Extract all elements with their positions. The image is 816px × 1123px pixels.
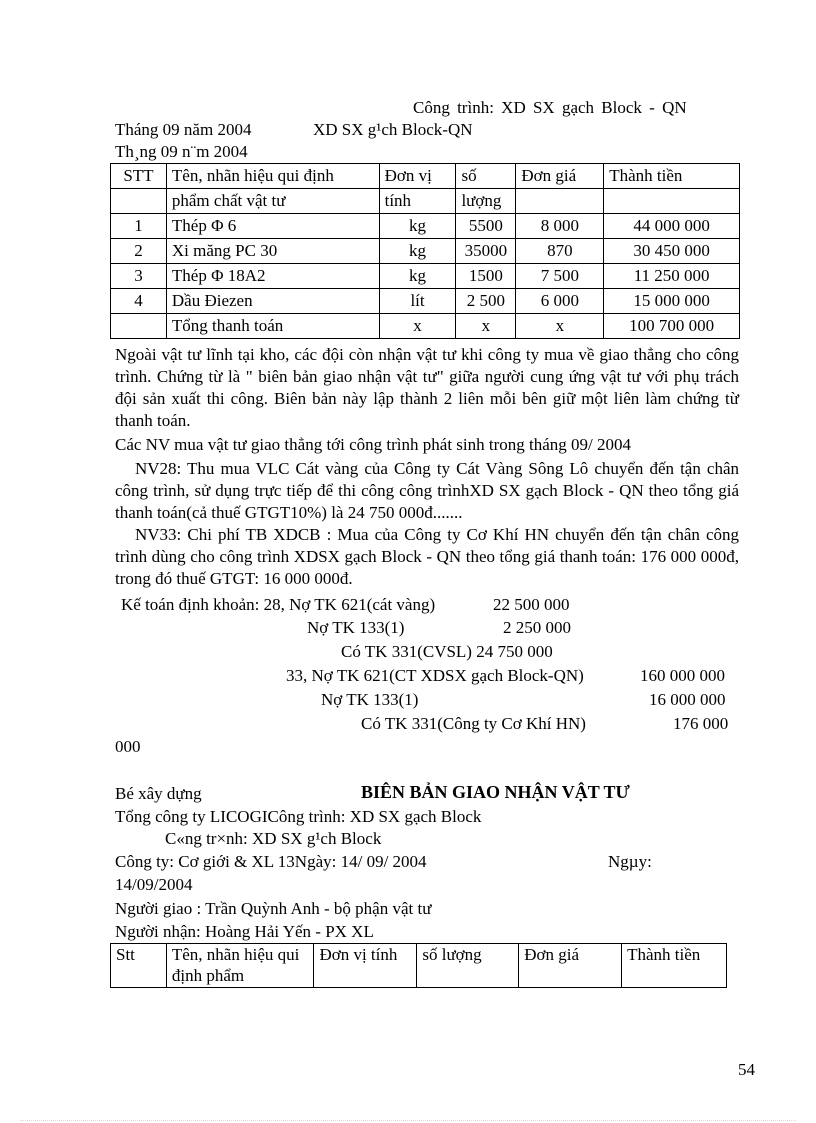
price-cell: 870	[516, 239, 604, 264]
price-cell: 7 500	[516, 264, 604, 289]
amount-cell: 11 250 000	[604, 264, 740, 289]
entry-33-debit-621-amount: 160 000 000	[640, 666, 725, 685]
price-cell: x	[516, 314, 604, 339]
header-cell	[516, 189, 604, 214]
stt-cell: 4	[111, 289, 167, 314]
stt-cell: 2	[111, 239, 167, 264]
stt-cell: 3	[111, 264, 167, 289]
header-cell: STT	[111, 164, 167, 189]
entry-33-credit-331: Có TK 331(Công ty Cơ Khí HN)	[361, 714, 586, 733]
total-row	[111, 314, 740, 339]
header-cell: Đơn vị tính	[314, 944, 417, 988]
qty-cell: 5500	[456, 214, 516, 239]
header-cell	[111, 189, 167, 214]
header-cell: Tên, nhãn hiệu qui định	[166, 164, 379, 189]
table-row	[111, 239, 740, 264]
entry-28-debit-133-amount: 2 250 000	[503, 618, 571, 637]
unit-cell: x	[379, 314, 456, 339]
price-cell: 8 000	[516, 214, 604, 239]
qty-cell: 35000	[456, 239, 516, 264]
header-cell: số	[456, 164, 516, 189]
header-cell: Đơn vị	[379, 164, 456, 189]
table-row	[111, 214, 740, 239]
unit-cell: kg	[379, 214, 456, 239]
entry-33-credit-331-amount-cont: 000	[115, 737, 141, 756]
entry-28-debit-621: Kế toán định khoản: 28, Nợ TK 621(cát vàng)	[121, 595, 436, 614]
unit-cell: kg	[379, 239, 456, 264]
amount-cell: 30 450 000	[604, 239, 740, 264]
unit-cell: kg	[379, 264, 456, 289]
header-cell: lượng	[456, 189, 516, 214]
header-cell: Stt	[111, 944, 167, 988]
header-cell: Thành tiền	[622, 944, 727, 988]
table-row	[111, 264, 740, 289]
entry-33-debit-133: Nợ TK 133(1)	[321, 690, 419, 709]
paragraph-direct-delivery: Ngoài vật tư lĩnh tại kho, các đội còn nhận vật tư khi công ty mua về giao thẳng cho công trình. Chứng từ là " biên bản giao nhận vật tư" giữa người cung ứng vật tư với phụ trách đội sản xuất thi công. Biên bản này lập thành 2 liên mỗi bên giữ một liên làm chứng từ thanh toán.	[115, 345, 739, 430]
header-cell: phẩm chất vật tư	[166, 189, 379, 214]
name-cell: Tổng thanh toán	[166, 314, 379, 339]
entry-33-debit-621: 33, Nợ TK 621(CT XDSX gạch Block-QN)	[286, 666, 584, 685]
stt-cell	[111, 314, 167, 339]
project-header: Công trình: XD SX gạch Block - QN	[413, 98, 687, 117]
table-header-row	[111, 944, 727, 988]
header-cell: tính	[379, 189, 456, 214]
date-label-garbled: Ngµy:	[608, 852, 652, 871]
name-cell: Xi măng PC 30	[166, 239, 379, 264]
unit-cell: lít	[379, 289, 456, 314]
amount-cell: 15 000 000	[604, 289, 740, 314]
name-cell: Dầu Điezen	[166, 289, 379, 314]
table-row	[111, 289, 740, 314]
header-cell: Đơn giá	[516, 164, 604, 189]
qty-cell: x	[456, 314, 516, 339]
paragraph-nv28: NV28: Thu mua VLC Cát vàng của Công ty Cát Vàng Sông Lô chuyển đến tận chân công trình, sử dụng trực tiếp để thi công công trìnhXD SX gạch Block - QN theo tổng giá thanh toán(cả thuế GTGT10%) là 24 750 000đ.......	[115, 459, 739, 522]
qty-cell: 2 500	[456, 289, 516, 314]
company-date-line: Công ty: Cơ giới & XL 13Ngày: 14/ 09/ 2004	[115, 852, 427, 871]
form-title: BIÊN BẢN GIAO NHẬN VẬT TƯ	[361, 782, 630, 802]
stt-cell: 1	[111, 214, 167, 239]
paragraph-transactions-intro: Các NV mua vật tư giao thẳng tới công trình phát sinh trong tháng 09/ 2004	[115, 435, 632, 454]
month-line: Tháng 09 năm 2004	[115, 120, 252, 139]
ministry-label: Bé xây dựng	[115, 784, 202, 803]
page-number: 54	[738, 1060, 755, 1079]
entry-33-credit-331-amount: 176 000	[673, 714, 729, 733]
entry-28-credit-331: Có TK 331(CVSL) 24 750 000	[341, 642, 553, 661]
page-divider	[20, 1120, 796, 1121]
amount-cell: 44 000 000	[604, 214, 740, 239]
project-garbled: C«ng tr×nh: XD SX g¹ch Block	[165, 829, 382, 848]
company-line: Tổng công ty LICOGICông trình: XD SX gạch Block	[115, 807, 482, 826]
header-cell	[604, 189, 740, 214]
name-cell: Thép Φ 18A2	[166, 264, 379, 289]
giver-line: Người giao : Trần Quỳnh Anh - bộ phận vật tư	[115, 899, 432, 918]
amount-cell: 100 700 000	[604, 314, 740, 339]
project-short: XD SX g¹ch Block-QN	[313, 120, 473, 139]
qty-cell: 1500	[456, 264, 516, 289]
price-cell: 6 000	[516, 289, 604, 314]
header-cell: Thành tiền	[604, 164, 740, 189]
materials-table	[110, 163, 740, 339]
table-subheader-row	[111, 189, 740, 214]
entry-33-debit-133-amount: 16 000 000	[649, 690, 726, 709]
month-line-garbled: Th¸ng 09 n¨m 2004	[115, 142, 248, 161]
header-cell: số lượng	[417, 944, 519, 988]
header-cell: Tên, nhãn hiệu qui định phẩm	[166, 944, 314, 988]
header-cell: Đơn giá	[519, 944, 622, 988]
delivery-table	[110, 943, 727, 988]
entry-28-debit-133: Nợ TK 133(1)	[307, 618, 405, 637]
receiver-line: Người nhận: Hoàng Hải Yến - PX XL	[115, 922, 374, 941]
paragraph-nv33: NV33: Chi phí TB XDCB : Mua của Công ty Cơ Khí HN chuyển đến tận chân công trình dùng cho công trình XDSX gạch Block - QN theo tổng giá thanh toán: 176 000 000đ, trong đó thuế GTGT: 16 000 000đ.	[115, 525, 739, 588]
entry-28-debit-621-amount: 22 500 000	[493, 595, 570, 614]
name-cell: Thép Φ 6	[166, 214, 379, 239]
table-header-row	[111, 164, 740, 189]
date-value: 14/09/2004	[115, 875, 193, 894]
